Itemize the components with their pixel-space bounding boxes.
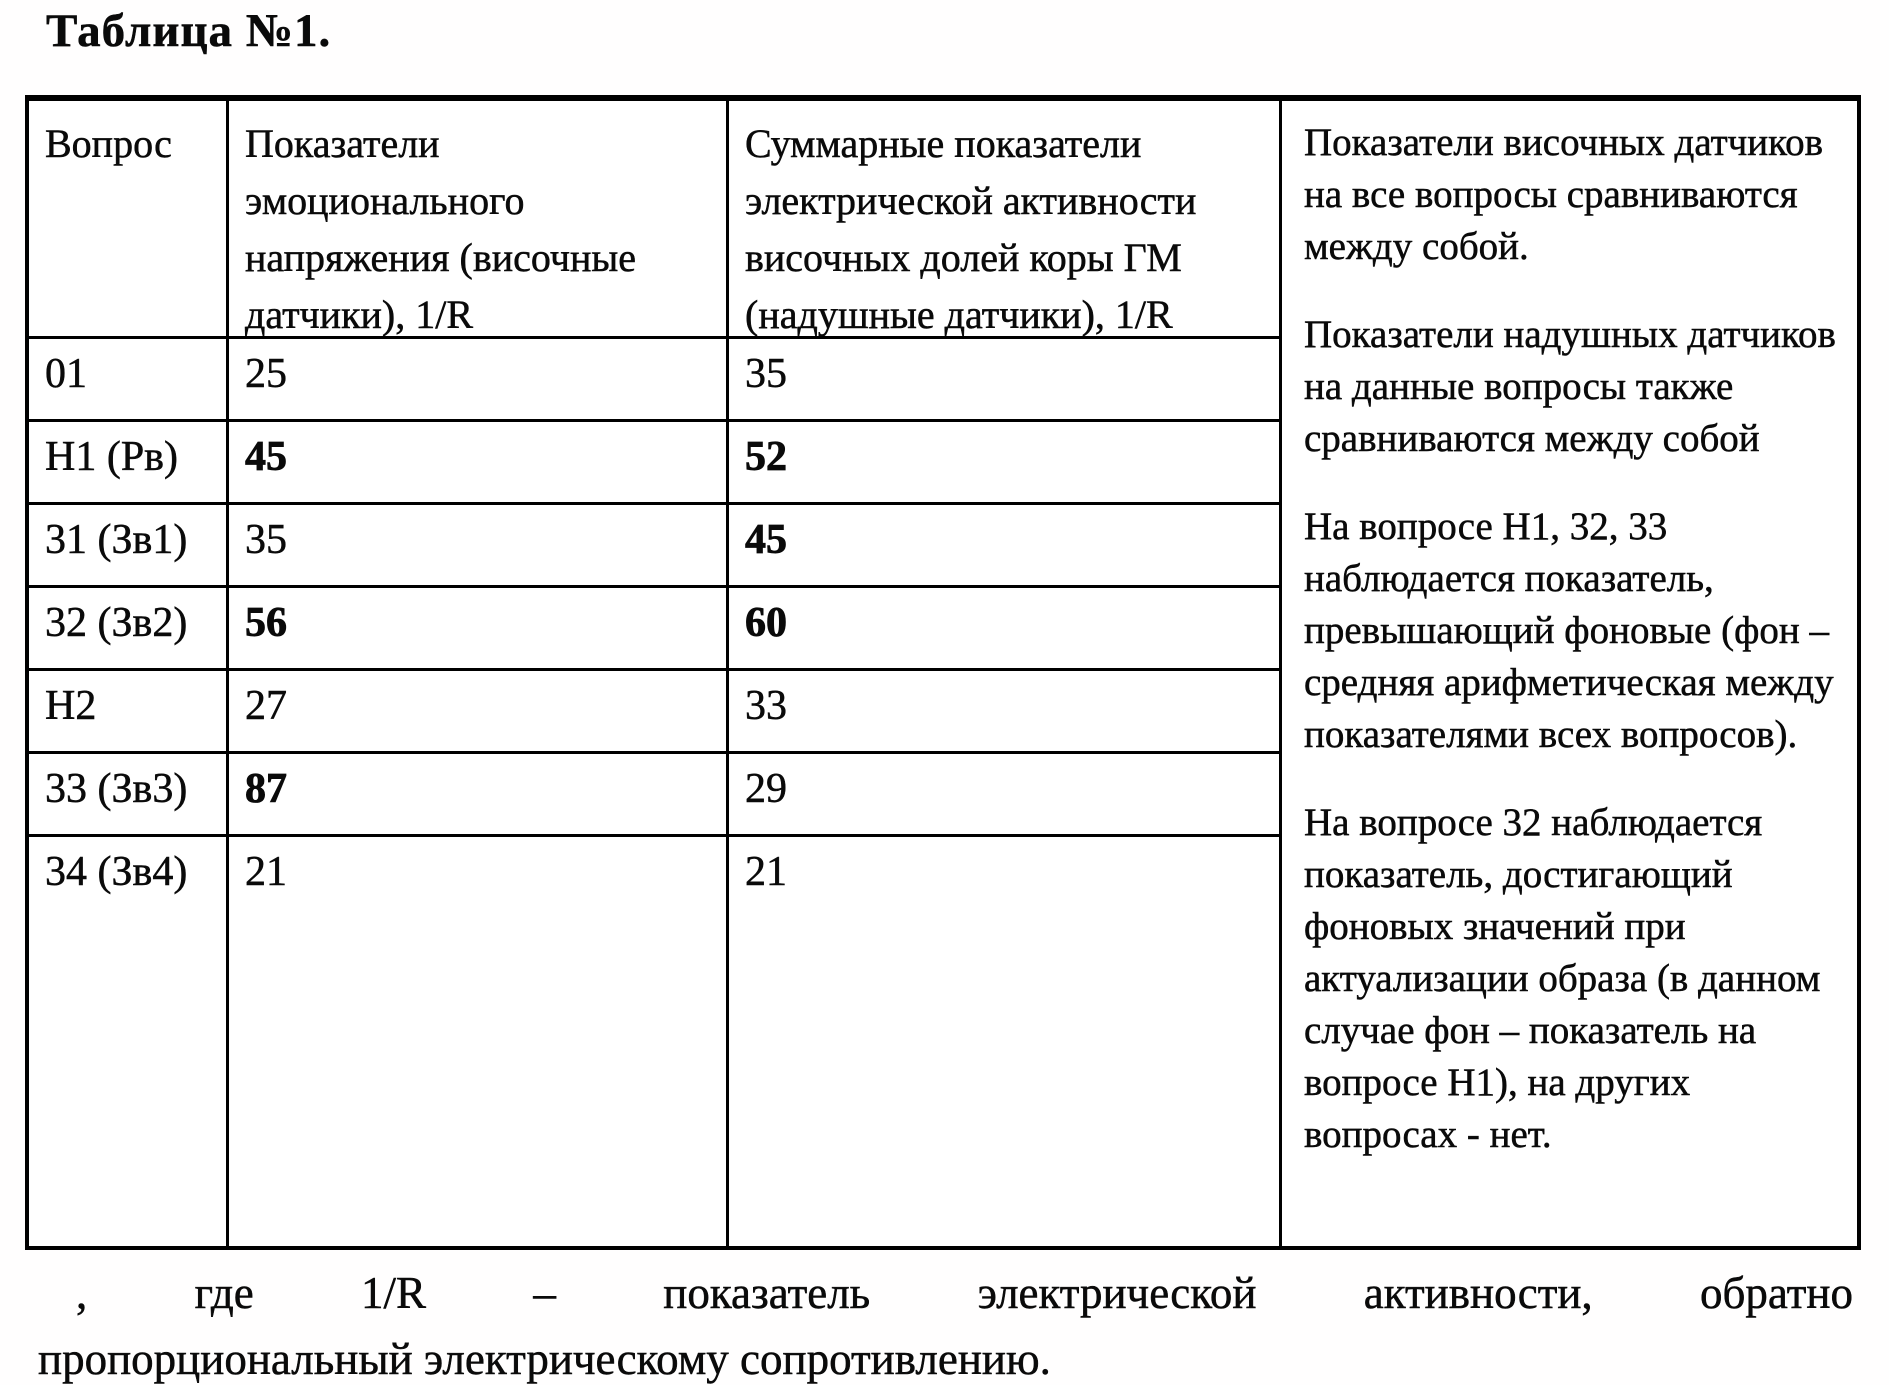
footnote [38, 1268, 1853, 1384]
cell-temporal-32: 56 [229, 588, 729, 671]
footnote-line-2: пропорциональный электрическому сопротивлению. [38, 1334, 1051, 1384]
cell-supra-h1: 52 [729, 422, 1282, 505]
notes-paragraph-2: Показатели надушных датчиков на данные вопросы также сравниваются между собой [1304, 313, 1836, 460]
notes-paragraph-1: Показатели височных датчиков на все вопросы сравниваются между собой. [1304, 121, 1824, 268]
cell-temporal-34: 21 [229, 837, 729, 1246]
header-cell-question: Вопрос [29, 101, 229, 339]
notes-cell [1282, 101, 1857, 1246]
footnote-line-1: , где 1/R – показатель электрической активности, обратно [76, 1268, 1853, 1318]
cell-temporal-31: 35 [229, 505, 729, 588]
header-cell-summary-activity: Суммарные показатели электрической активности височных долей коры ГМ (надушные датчики), 1/R [729, 101, 1282, 339]
cell-supra-h2: 33 [729, 671, 1282, 754]
cell-supra-32: 60 [729, 588, 1282, 671]
cell-question-32: 32 (Зв2) [29, 588, 229, 671]
notes-paragraph-3: На вопросе Н1, 32, 33 наблюдается показатель, превышающий фоновые (фон – средняя арифметическая между показателями всех вопросов). [1304, 505, 1834, 756]
cell-temporal-01: 25 [229, 339, 729, 422]
data-table [25, 95, 1861, 1250]
cell-question-01: 01 [29, 339, 229, 422]
cell-supra-31: 45 [729, 505, 1282, 588]
cell-question-31: 31 (Зв1) [29, 505, 229, 588]
header-cell-emotional-tension: Показатели эмоционального напряжения (височные датчики), 1/R [229, 101, 729, 339]
cell-question-34: 34 (Зв4) [29, 837, 229, 1246]
notes-paragraph-4: На вопросе 32 наблюдается показатель, достигающий фоновых значений при актуализации образа (в данном случае фон – показатель на вопросе Н1), на других вопросах - нет. [1304, 801, 1821, 1156]
table-title: Таблица №1. [46, 5, 332, 57]
cell-temporal-33: 87 [229, 754, 729, 837]
cell-supra-33: 29 [729, 754, 1282, 837]
cell-question-33: 33 (Зв3) [29, 754, 229, 837]
cell-temporal-h1: 45 [229, 422, 729, 505]
cell-question-h2: Н2 [29, 671, 229, 754]
cell-supra-01: 35 [729, 339, 1282, 422]
cell-supra-34: 21 [729, 837, 1282, 1246]
cell-temporal-h2: 27 [229, 671, 729, 754]
cell-question-h1: Н1 (Рв) [29, 422, 229, 505]
